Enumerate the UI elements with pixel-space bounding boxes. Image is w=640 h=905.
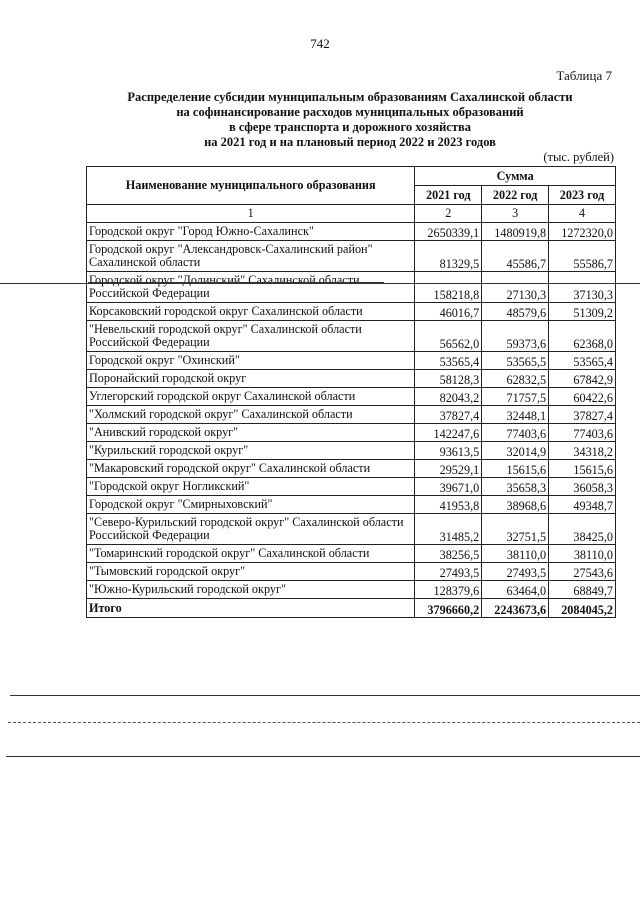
row-name-cell: Городской округ "Город Южно-Сахалинск" — [87, 223, 415, 241]
value-2021-cell: 58128,3 — [415, 370, 482, 388]
index-cell: 1 — [87, 205, 415, 223]
row-name-cell: "Северо-Курильский городской округ" Сахалинской области Российской Федерации — [87, 514, 415, 545]
title-line: на софинансирование расходов муниципальных образований — [176, 105, 524, 119]
row-name-cell: "Южно-Курильский городской округ" — [87, 581, 415, 599]
table-row — [87, 496, 616, 514]
table-row — [87, 272, 616, 303]
table-row — [87, 223, 616, 241]
document-title — [80, 90, 620, 150]
table-row — [87, 352, 616, 370]
index-cell: 3 — [482, 205, 549, 223]
row-name-cell: "Анивский городской округ" — [87, 424, 415, 442]
row-name-cell: Городской округ "Охинский" — [87, 352, 415, 370]
value-2023-cell: 34318,2 — [549, 442, 616, 460]
row-name-cell: Поронайский городской округ — [87, 370, 415, 388]
value-2023-cell: 55586,7 — [549, 241, 616, 272]
strike-line — [88, 282, 384, 283]
table-row — [87, 545, 616, 563]
table-row — [87, 563, 616, 581]
value-2022-cell: 32751,5 — [482, 514, 549, 545]
value-2021-cell: 142247,6 — [415, 424, 482, 442]
value-2022-cell: 71757,5 — [482, 388, 549, 406]
table-row — [87, 514, 616, 545]
row-name-cell: "Городской округ Ногликский" — [87, 478, 415, 496]
units-label: (тыс. рублей) — [543, 150, 614, 164]
value-2023-cell: 53565,4 — [549, 352, 616, 370]
table-row — [87, 241, 616, 272]
value-2021-cell: 37827,4 — [415, 406, 482, 424]
title-line: в сфере транспорта и дорожного хозяйства — [229, 120, 471, 134]
total-2021: 3796660,2 — [415, 599, 482, 618]
total-2023: 2084045,2 — [549, 599, 616, 618]
row-name-cell: Корсаковский городской округ Сахалинской области — [87, 303, 415, 321]
scan-artifact-line — [6, 756, 640, 757]
table-body — [87, 205, 616, 618]
table-row — [87, 460, 616, 478]
table-row — [87, 424, 616, 442]
row-name-cell: "Холмский городской округ" Сахалинской области — [87, 406, 415, 424]
value-2022-cell: 59373,6 — [482, 321, 549, 352]
value-2023-cell: 15615,6 — [549, 460, 616, 478]
value-2021-cell: 158218,8 — [415, 272, 482, 303]
scan-artifact-line — [10, 695, 640, 696]
total-label: Итого — [87, 599, 415, 618]
value-2021-cell: 29529,1 — [415, 460, 482, 478]
table-row — [87, 442, 616, 460]
title-line: на 2021 год и на плановый период 2022 и 2023 годов — [204, 135, 496, 149]
scan-artifact-line — [8, 722, 640, 723]
header-year-2022: 2022 год — [482, 186, 549, 205]
value-2023-cell: 51309,2 — [549, 303, 616, 321]
value-2021-cell: 38256,5 — [415, 545, 482, 563]
row-name-cell: Городской округ "Александровск-Сахалинский район" Сахалинской области — [87, 241, 415, 272]
row-name-cell: "Тымовский городской округ" — [87, 563, 415, 581]
value-2022-cell: 15615,6 — [482, 460, 549, 478]
table-row — [87, 388, 616, 406]
value-2022-cell: 77403,6 — [482, 424, 549, 442]
value-2021-cell: 41953,8 — [415, 496, 482, 514]
value-2023-cell: 60422,6 — [549, 388, 616, 406]
value-2023-cell: 27543,6 — [549, 563, 616, 581]
value-2022-cell: 32448,1 — [482, 406, 549, 424]
row-name-cell: "Невельский городской округ" Сахалинской области Российской Федерации — [87, 321, 415, 352]
table-row — [87, 321, 616, 352]
total-2022: 2243673,6 — [482, 599, 549, 618]
header-year-2023: 2023 год — [549, 186, 616, 205]
value-2022-cell: 45586,7 — [482, 241, 549, 272]
value-2021-cell: 46016,7 — [415, 303, 482, 321]
header-sum: Сумма — [415, 167, 616, 186]
page-number: 742 — [310, 36, 330, 51]
value-2021-cell: 82043,2 — [415, 388, 482, 406]
value-2022-cell: 38968,6 — [482, 496, 549, 514]
value-2023-cell: 1272320,0 — [549, 223, 616, 241]
header-year-2021: 2021 год — [415, 186, 482, 205]
value-2023-cell: 38425,0 — [549, 514, 616, 545]
total-row — [87, 599, 616, 618]
value-2021-cell: 27493,5 — [415, 563, 482, 581]
row-name-cell: "Томаринский городской округ" Сахалинской области — [87, 545, 415, 563]
value-2023-cell: 38110,0 — [549, 545, 616, 563]
value-2022-cell: 38110,0 — [482, 545, 549, 563]
table-row — [87, 581, 616, 599]
value-2023-cell: 36058,3 — [549, 478, 616, 496]
row-name-cell: Углегорский городской округ Сахалинской области — [87, 388, 415, 406]
table-label: Таблица 7 — [556, 68, 612, 83]
row-name-cell: "Макаровский городской округ" Сахалинской области — [87, 460, 415, 478]
row-name-cell: Городской округ "Долинский" Сахалинской области Российской Федерации — [87, 272, 415, 303]
value-2021-cell: 128379,6 — [415, 581, 482, 599]
value-2022-cell: 62832,5 — [482, 370, 549, 388]
value-2023-cell: 67842,9 — [549, 370, 616, 388]
value-2023-cell: 77403,6 — [549, 424, 616, 442]
value-2022-cell: 53565,5 — [482, 352, 549, 370]
value-2021-cell: 53565,4 — [415, 352, 482, 370]
value-2023-cell: 62368,0 — [549, 321, 616, 352]
table-row — [87, 406, 616, 424]
value-2021-cell: 81329,5 — [415, 241, 482, 272]
subsidy-table — [86, 166, 616, 618]
scan-artifact-line — [0, 283, 640, 284]
value-2023-cell: 49348,7 — [549, 496, 616, 514]
value-2021-cell: 39671,0 — [415, 478, 482, 496]
value-2022-cell: 48579,6 — [482, 303, 549, 321]
title-line: Распределение субсидии муниципальным образованиям Сахалинской области — [127, 90, 573, 104]
row-name-cell: Городской округ "Смирныховский" — [87, 496, 415, 514]
value-2022-cell: 27130,3 — [482, 272, 549, 303]
index-cell: 2 — [415, 205, 482, 223]
value-2022-cell: 63464,0 — [482, 581, 549, 599]
table-row — [87, 370, 616, 388]
index-row — [87, 205, 616, 223]
value-2021-cell: 56562,0 — [415, 321, 482, 352]
index-cell: 4 — [549, 205, 616, 223]
value-2022-cell: 1480919,8 — [482, 223, 549, 241]
value-2021-cell: 31485,2 — [415, 514, 482, 545]
value-2023-cell: 37130,3 — [549, 272, 616, 303]
table-row — [87, 303, 616, 321]
value-2022-cell: 27493,5 — [482, 563, 549, 581]
table-row — [87, 478, 616, 496]
row-name-cell: "Курильский городской округ" — [87, 442, 415, 460]
header-name: Наименование муниципального образования — [87, 167, 415, 205]
value-2023-cell: 37827,4 — [549, 406, 616, 424]
value-2021-cell: 93613,5 — [415, 442, 482, 460]
value-2021-cell: 2650339,1 — [415, 223, 482, 241]
value-2022-cell: 32014,9 — [482, 442, 549, 460]
value-2022-cell: 35658,3 — [482, 478, 549, 496]
value-2023-cell: 68849,7 — [549, 581, 616, 599]
